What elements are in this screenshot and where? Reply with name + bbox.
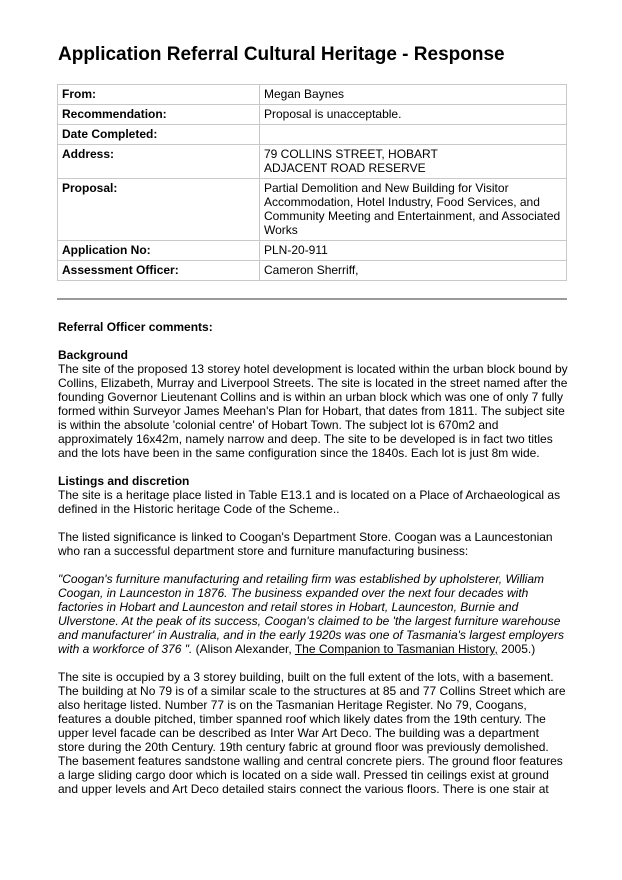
row-label: Recommendation: (58, 105, 260, 125)
row-label: Address: (58, 145, 260, 179)
quote-source-link[interactable]: The Companion to Tasmanian History, (294, 642, 498, 656)
row-value: Partial Demolition and New Building for Visitor Accommodation, Hotel Industry, Food Services, and Community Meeting and Entertainment, and Associated Works (260, 179, 567, 241)
row-value: Megan Baynes (260, 85, 567, 105)
table-row (58, 261, 567, 281)
address-line-1: 79 COLLINS STREET, HOBART (264, 147, 438, 161)
row-label: Proposal: (58, 179, 260, 241)
table-row (58, 85, 567, 105)
row-label: From: (58, 85, 260, 105)
coogan-quote (58, 572, 568, 656)
row-label: Date Completed: (58, 125, 260, 145)
listings-heading: Listings and discretion (58, 474, 190, 488)
quote-attribution-pre: (Alison Alexander, (192, 642, 295, 656)
section-divider (57, 298, 567, 300)
table-row (58, 241, 567, 261)
comments-body (58, 320, 568, 796)
referral-info-table (57, 84, 567, 281)
table-row (58, 145, 567, 179)
address-line-2: ADJACENT ROAD RESERVE (264, 161, 426, 175)
row-value: PLN-20-911 (260, 241, 567, 261)
row-value: Cameron Sherriff, (260, 261, 567, 281)
building-text: The site is occupied by a 3 storey building, built on the full extent of the lots, with a basement. The building at No 79 is of a similar scale to the structures at 85 and 77 Collins Street which are also heritage listed. Number 77 is on the Tasmanian Heritage Register. No 79, Coogans, features a double pitched, timber spanned roof which likely dates from the 19th century. The upper level facade can be described as Inter War Art Deco. The building was a department store during the 20th Century. 19th century fabric at ground floor was previously demolished. The basement features sandstone walling and central concrete piers. The ground floor features a large sliding cargo door which is located on a side wall. Pressed tin ceilings exist at ground and upper levels and Art Deco detailed stairs connect the various floors. There is one stair at (58, 670, 566, 796)
background-heading: Background (58, 348, 129, 362)
table-row (58, 125, 567, 145)
row-label: Assessment Officer: (58, 261, 260, 281)
row-value (260, 125, 567, 145)
quote-text: "Coogan's furniture manufacturing and retailing firm was established by upholsterer, William Coogan, in Launceston in 1876. The business expanded over the next four decades with factories in Hobart and Launceston and retail stores in Hobart, Launceston, Burnie and Ulverstone. At the peak of its success, Coogan's claimed to be 'the largest furniture warehouse and manufacturer' in Australia, and in the early 1920s was one of Tasmania's largest employers with a workforce of 376 ". (58, 572, 564, 656)
table-row (58, 105, 567, 125)
document-title: Application Referral Cultural Heritage - Response (58, 44, 505, 65)
background-text: The site of the proposed 13 storey hotel development is located within the urban block bound by Collins, Elizabeth, Murray and Liverpool Streets. The site is located in the street named after the founding Governor Lieutenant Collins and is within an urban block which was one of only 7 fully formed within Surveyor James Meehan's Plan for Hobart, that dates from 1811. The subject site is within the absolute 'colonial centre' of Hobart Town. The subject lot is 670m2 and approximately 16x42m, namely narrow and deep. The site to be developed is in fact two titles and the lots have been in the same configuration since the 1840s. Each lot is just 8m wide. (58, 362, 568, 460)
row-label: Application No: (58, 241, 260, 261)
quote-attribution-post: 2005.) (497, 642, 536, 656)
significance-text: The listed significance is linked to Coogan's Department Store. Coogan was a Launcestonian who ran a successful department store and furniture manufacturing business: (58, 530, 553, 558)
row-value (260, 145, 567, 179)
row-value: Proposal is unacceptable. (260, 105, 567, 125)
comments-heading: Referral Officer comments: (58, 320, 213, 334)
table-row (58, 179, 567, 241)
listings-text: The site is a heritage place listed in Table E13.1 and is located on a Place of Archaeological as defined in the Historic heritage Code of the Scheme.. (58, 488, 561, 516)
